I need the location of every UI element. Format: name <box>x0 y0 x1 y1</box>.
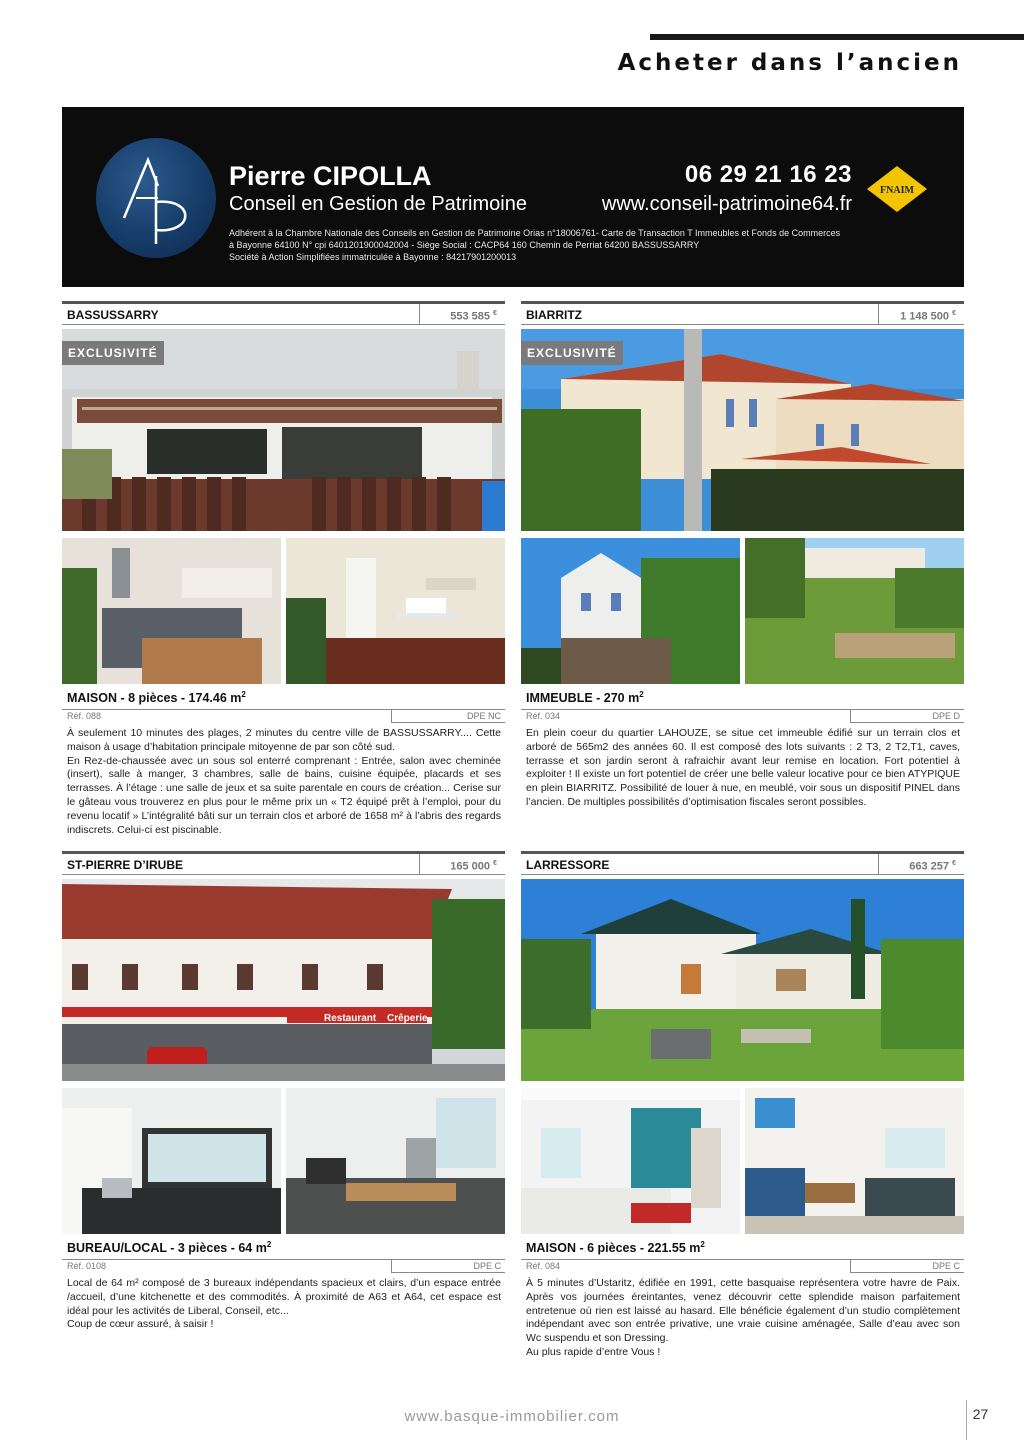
header-rule <box>650 34 1024 40</box>
listing-city: BASSUSSARRY <box>67 308 159 322</box>
shop-sign-creperie: Crêperie <box>387 1013 428 1024</box>
property-description <box>67 727 501 837</box>
fnaim-text: FNAIM <box>880 185 914 196</box>
description-paragraph: En Rez-de-chaussée avec un sous sol enterré comprenant : Entrée, salon avec cheminée (insert), salle à manger, 3 chambres, salle de bains, cuisine équipée, placards et ses terrasses. À l’étage : une salle de jeux et sa suite parentale en cours de création... Cerise sur le gâteau vous trouverez en plus pour le même prix un « T2 équipé prêt à l’emploi, pour du revenu locatif » L’intégralité bâti sur un terrain clos et arboré de 1658 m² à l’abris des regards indiscrets. Celui-ci est piscinable. <box>67 754 501 836</box>
listing-city: BIARRITZ <box>526 308 582 322</box>
description-paragraph: En plein coeur du quartier LAHOUZE, se situe cet immeuble édifié sur un terrain clos et arboré de 565m2 des années 60. Il est composé des lots suivants : 2 T3, 2 T2,T1, caves, terrasse et son jardin seront à rafraichir avant leur remise en location. Fort potentiel à exploiter ! Il existe un fort potentiel de créer une belle valeur locative pour ce bien ATYPIQUE en plein BIARRITZ. Possibilité de louer à nue, en meublé, voir sous un dispositif PINEL dans l’ancien. De multiples possibilités d’optimisation fiscales seront possibles. <box>526 727 960 808</box>
property-title: MAISON - 6 pièces - 221.55 $m^2$ <box>526 1240 705 1256</box>
listing-price: 663 257 € <box>878 854 964 874</box>
listing-main-photo[interactable] <box>521 879 964 1081</box>
property-reference: Réf. 034 <box>526 711 561 721</box>
section-title: Acheter dans l’ancien <box>617 50 962 76</box>
reference-row <box>521 709 964 723</box>
property-description <box>526 727 960 810</box>
exclusivity-badge: EXCLUSIVITÉ <box>62 341 164 365</box>
property-reference: Réf. 088 <box>67 711 102 721</box>
legal-line-3: Société à Action Simplifiées immatriculée à Bayonne : 84217901200013 <box>229 252 517 262</box>
dpe-rating: DPE C <box>850 1260 964 1273</box>
description-paragraph: Local de 64 m² composé de 3 bureaux indépendants spacieux et clairs, d’un espace entrée /accueil, d’une kitchenette et des commodités. À proximité de A63 et A64, cet espace est idéal pour les activités de Liberal, Conseil, etc... <box>67 1277 501 1317</box>
listing-photo-facade[interactable] <box>521 538 740 684</box>
legal-line-1: Adhérent à la Chambre Nationale des Conseils en Gestion de Patrimoine Orias n°18006761- Carte de Transaction T Immeubles et Fonds de Commerces <box>229 228 841 238</box>
dpe-rating: DPE NC <box>391 710 505 723</box>
property-title: IMMEUBLE - 270 $m^2$ <box>526 690 644 706</box>
listing-city: LARRESSORE <box>526 858 610 872</box>
agent-role: Conseil en Gestion de Patrimoine <box>229 193 527 215</box>
legal-line-2: à Bayonne 64100 N° cpi 6401201900042004 - Siège Social : CACP64 160 Chemin de Perriat 64200 BASSUSSARRY <box>229 240 700 250</box>
listing-photo-office[interactable] <box>62 1088 281 1234</box>
listing-photo-kitchen[interactable] <box>521 1088 740 1234</box>
reference-row <box>62 1259 505 1273</box>
page-number: 27 <box>966 1400 994 1440</box>
agency-banner <box>62 107 964 287</box>
dpe-rating: DPE C <box>391 1260 505 1273</box>
shop-sign-restaurant: Restaurant <box>324 1013 377 1024</box>
dpe-rating: DPE D <box>850 710 964 723</box>
listing-photo-kitchen[interactable] <box>62 538 281 684</box>
property-description <box>526 1277 960 1360</box>
listing-price: 165 000 € <box>419 854 505 874</box>
listing-header <box>62 301 505 325</box>
property-title: BUREAU/LOCAL - 3 pièces - 64 $m^2$ <box>67 1240 272 1256</box>
listing-price: 1 148 500 € <box>878 304 964 324</box>
exclusivity-badge: EXCLUSIVITÉ <box>521 341 623 365</box>
description-paragraph: À seulement 10 minutes des plages, 2 minutes du centre ville de BASSUSSARRY.... Cette maison à usage d’habitation principale mitoyenne de par son côté sud. <box>67 727 501 753</box>
listing-photo-living-room[interactable] <box>745 1088 964 1234</box>
property-reference: Réf. 084 <box>526 1261 561 1271</box>
listing-main-photo[interactable] <box>521 329 964 531</box>
footer-website-link[interactable]: www.basque-immobilier.com <box>404 1408 620 1425</box>
listing-header <box>521 851 964 875</box>
listing-main-photo[interactable] <box>62 329 505 531</box>
listing-photo-dining[interactable] <box>286 538 505 684</box>
listing-photo-garden[interactable] <box>745 538 964 684</box>
fnaim-logo <box>865 164 929 214</box>
property-reference: Réf. 0108 <box>67 1261 107 1271</box>
listing-header <box>521 301 964 325</box>
listing-price: 553 585 € <box>419 304 505 324</box>
listing-city: ST-PIERRE D’IRUBE <box>67 858 184 872</box>
property-description <box>67 1277 501 1332</box>
listing-header <box>62 851 505 875</box>
reference-row <box>521 1259 964 1273</box>
listing-main-photo[interactable] <box>62 879 505 1081</box>
reference-row <box>62 709 505 723</box>
agency-legal-text <box>229 227 909 263</box>
description-paragraph: À 5 minutes d’Ustaritz, édifiée en 1991, cette basquaise représentera votre havre de Paix. Après vos journées éreintantes, venez découvrir cette splendide maison parfaitement entretenue où rien est laissé au hasard. Elle bénéficie également d’un studio complètement indépendant avec son entrée privative, une vraie cuisine aménagée, Salle d’eau avec son Wc suspendu et son Dressing. <box>526 1277 960 1345</box>
description-paragraph: Au plus rapide d’entre Vous ! <box>526 1345 661 1358</box>
agent-phone[interactable]: 06 29 21 16 23 <box>684 161 852 188</box>
description-paragraph: Coup de cœur assuré, à saisir ! <box>67 1318 214 1331</box>
agent-website-link[interactable]: www.conseil-patrimoine64.fr <box>601 193 852 215</box>
agent-name: Pierre CIPOLLA <box>229 161 432 191</box>
agency-logo <box>96 138 216 258</box>
listing-photo-desks[interactable] <box>286 1088 505 1234</box>
property-title: MAISON - 8 pièces - 174.46 $m^2$ <box>67 690 246 706</box>
